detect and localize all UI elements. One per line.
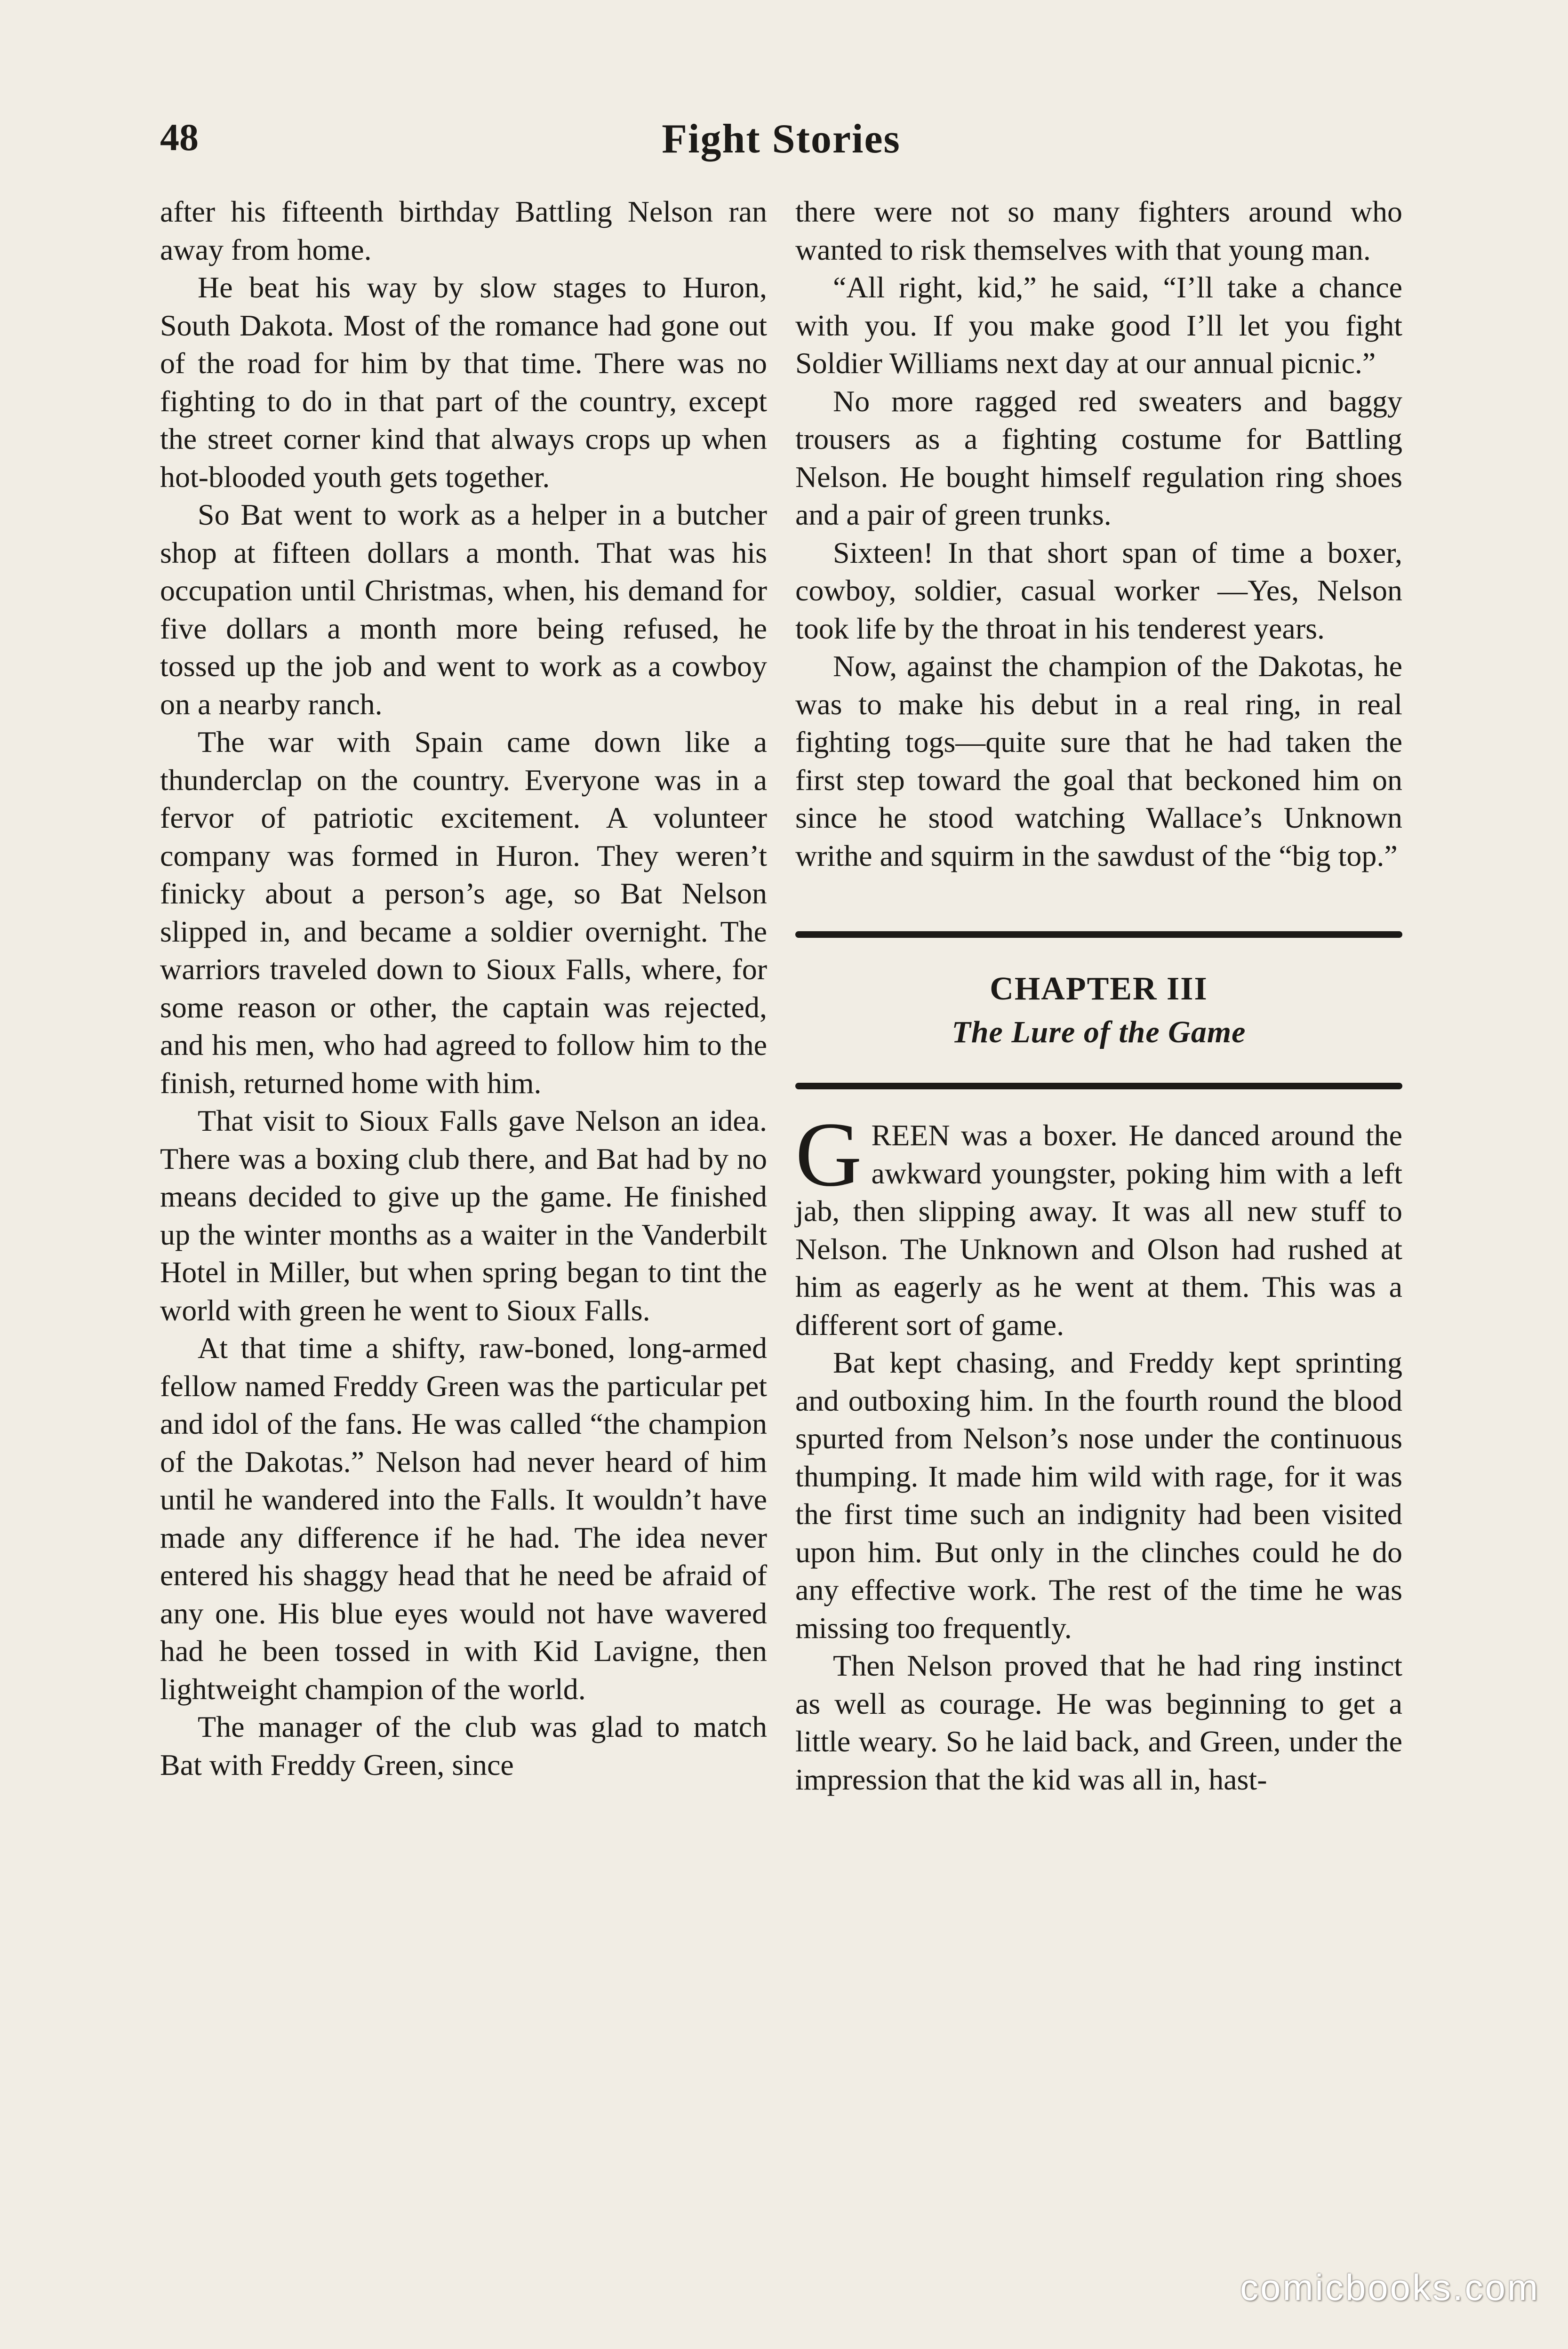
page-header — [160, 101, 1402, 172]
right-column — [795, 193, 1402, 1798]
paragraph: So Bat went to work as a helper in a butcher shop at fifteen dollars a month. That was his occupation until Christmas, when, his demand for five dollars a month more being refused, he tossed up the job and went to work as a cowboy on a nearby ranch. — [160, 498, 767, 721]
paragraph-text: REEN was a boxer. He danced around the awkward youngster, poking him with a left jab, then slipping away. It was all new stuff to Nelson. The Unknown and Olson had rushed at him as eagerly as he went at them. This was a different sort of game. — [795, 1119, 1402, 1342]
paragraph: there were not so many fighters around who wanted to risk themselves with that young man. — [795, 195, 1402, 266]
left-column — [160, 193, 767, 1784]
paragraph: Then Nelson proved that he had ring instinct as well as courage. He was beginning to get a little weary. So he laid back, and Green, under the impression that the kid was all in, hast- — [795, 1649, 1402, 1796]
paragraph: The war with Spain came down like a thunderclap on the country. Everyone was in a fervor of patriotic excitement. A volunteer company was formed in Huron. They weren’t finicky about a person’s age, so Bat Nelson slipped in, and became a soldier overnight. The warriors traveled down to Sioux Falls, where, for some reason or other, the captain was rejected, and his men, who had agreed to follow him to the finish, returned home with him. — [160, 725, 767, 1100]
drop-cap: G — [795, 1103, 862, 1206]
watermark: comicbooks.com — [1240, 2267, 1540, 2308]
chapter-heading: CHAPTER III — [990, 971, 1208, 1007]
paragraph: The manager of the club was glad to match Bat with Freddy Green, since — [160, 1710, 767, 1782]
paragraph: Now, against the champion of the Dakotas, he was to make his debut in a real ring, in real fighting togs—quite sure that he had taken the first step toward the goal that beckoned him on since he stood watching Wallace’s Unknown writhe and squirm in the sawdust of the “big top.” — [795, 649, 1402, 872]
chapter-rule-top — [795, 931, 1402, 938]
paragraph: That visit to Sioux Falls gave Nelson an idea. There was a boxing club there, and Bat had by no means decided to give up the game. He finished up the winter months as a waiter in the Vanderbilt Hotel in Miller, but when spring began to tint the world with green he went to Sioux Falls. — [160, 1104, 767, 1327]
page-number: 48 — [160, 116, 199, 159]
paragraph: “All right, kid,” he said, “I’ll take a chance with you. If you make good I’ll let you fight Soldier Williams next day at our annual picnic.” — [795, 271, 1402, 380]
paragraph: He beat his way by slow stages to Huron, South Dakota. Most of the romance had gone out of the road for him by that time. There was no fighting to do in that part of the country, except the street corner kind that always crops up when hot-blooded youth gets together. — [160, 271, 767, 494]
paragraph: No more ragged red sweaters and baggy trousers as a fighting costume for Battling Nelson. He bought himself regulation ring shoes and a pair of green trunks. — [795, 384, 1402, 531]
running-title: Fight Stories — [662, 116, 901, 162]
chapter-subtitle: The Lure of the Game — [952, 1015, 1246, 1049]
paragraph: At that time a shifty, raw-boned, long-armed fellow named Freddy Green was the particular pet and idol of the fans. He was called “the champion of the Dakotas.” Nelson had never heard of him until he wandered into the Falls. It wouldn’t have made any difference if he had. The idea never entered his shaggy head that he need be afraid of any one. His blue eyes would not have wavered had he been tossed in with Kid Lavigne, then lightweight champion of the world. — [160, 1331, 767, 1706]
chapter-opening-paragraph — [795, 1103, 1402, 1344]
chapter-rule-bottom — [795, 1083, 1402, 1089]
paragraph: Bat kept chasing, and Freddy kept sprinting and outboxing him. In the fourth round the blood spurted from Nelson’s nose under the continuous thumping. It made him wild with rage, for it was the first time such an indignity had been visited upon him. But only in the clinches could he do any effective work. The rest of the time he was missing too frequently. — [795, 1346, 1402, 1645]
paragraph: Sixteen! In that short span of time a boxer, cowboy, soldier, casual worker —Yes, Nelson took life by the throat in his tenderest years. — [795, 535, 1402, 645]
paragraph: after his fifteenth birthday Battling Nelson ran away from home. — [160, 195, 767, 266]
